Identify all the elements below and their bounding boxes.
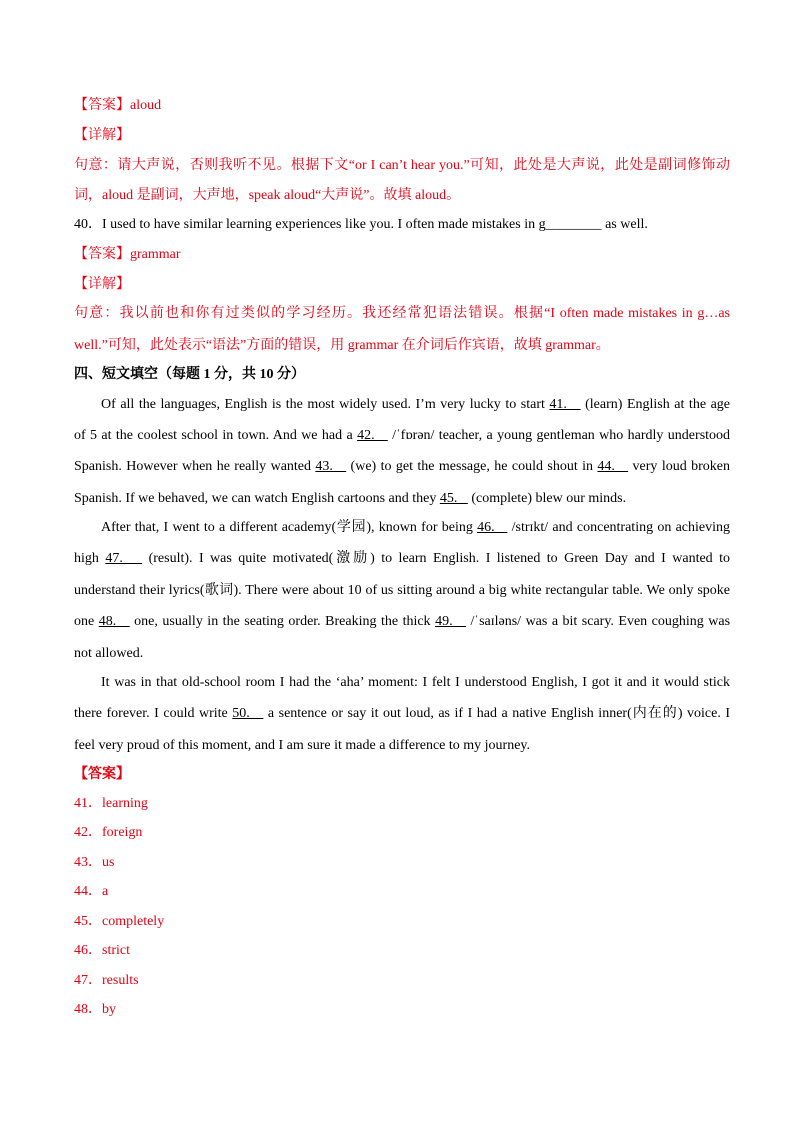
q39-explain-line1: 句意：请大声说，否则我听不见。根据下文“or I can’t hear you.”可知，此处是大声说，此处是副词修饰动: [74, 158, 730, 173]
para2-line: one 48. one, usually in the seating order. Breaking the thick 49. /ˈsaɪləns/ was a bit scary. Even coughing was: [74, 614, 731, 629]
para2-line: understand their lyrics(歌词). There were about 10 of us sitting around a big white rectangular table. We only spoke: [74, 583, 730, 598]
section4-heading: 四、短文填空（每题 1 分，共 10 分）: [74, 367, 305, 382]
blank-number: 48.: [98, 614, 130, 629]
q40-detail-label: 【详解】: [74, 277, 130, 292]
q40-answer-line: [74, 246, 730, 264]
q40-question: 40．I used to have similar learning experiences like you. I often made mistakes in g________ as well.: [74, 217, 648, 232]
q40-answer: grammar: [130, 247, 181, 262]
para3-line: feel very proud of this moment, and I am sure it made a difference to my journey.: [74, 738, 531, 753]
blank-number: 47.: [105, 551, 143, 566]
blank-number: 41.: [549, 397, 581, 412]
para1-line: Spanish. However when he really wanted 43. (we) to get the message, he could shout in 44. very loud broken: [74, 459, 730, 474]
blank-number: 46.: [477, 520, 508, 535]
para1-line: Of all the languages, English is the most widely used. I’m very lucky to start 41. (learn) English at the age: [101, 397, 731, 412]
q39-answer: aloud: [130, 98, 162, 113]
q40-explain-line2: well.”可知，此处表示“语法”方面的错误，用 grammar 在介词后作宾语，故填 grammar。: [74, 338, 610, 353]
answer-item: 47．results: [74, 973, 139, 988]
blank-number: 49.: [435, 614, 467, 629]
para2-line: not allowed.: [74, 646, 144, 661]
q40-explain-line1: 句意：我以前也和你有过类似的学习经历。我还经常犯语法错误。根据“I often made mistakes in g…as: [74, 306, 730, 321]
blank-number: 42.: [357, 428, 388, 443]
blank-number: 45.: [439, 491, 468, 506]
answer-item: 44．a: [74, 884, 109, 899]
para3-line: there forever. I could write 50. a sentence or say it out loud, as if I had a native English inner(内在的) voice. I: [74, 706, 731, 721]
section4-answer-label: 【答案】: [74, 767, 130, 782]
answer-item: 45．completely: [74, 914, 165, 929]
para2-line: high 47. (result). I was quite motivated(激励) to learn English. I listened to Green Day and I wanted to: [74, 551, 730, 566]
q39-detail-label: 【详解】: [74, 128, 130, 143]
blank-number: 44.: [597, 459, 629, 474]
blank-number: 50.: [232, 706, 264, 721]
answer-item: 43．us: [74, 855, 115, 870]
answer-item: 46．strict: [74, 943, 130, 958]
blank-number: 43.: [315, 459, 347, 474]
answer-item: 42．foreign: [74, 825, 143, 840]
answer-item: 41．learning: [74, 796, 148, 811]
q39-explain-line2: 词，aloud 是副词，大声地，speak aloud“大声说”。故填 aloud。: [74, 188, 461, 203]
answer-item: 48．by: [74, 1002, 116, 1017]
para2-line: After that, I went to a different academy(学园), known for being 46. /strɪkt/ and concentrating on achieving: [101, 520, 731, 535]
para1-line: of 5 at the coolest school in town. And we had a 42. /ˈfɒrən/ teacher, a young gentleman who hardly understood: [74, 428, 731, 443]
para3-line: It was in that old-school room I had the ‘aha’ moment: I felt I understood English, I got it and it would stick: [101, 675, 730, 690]
q39-answer-line: [74, 97, 730, 115]
q40-answer-label: 【答案】: [74, 247, 130, 262]
q39-answer-label: 【答案】: [74, 98, 130, 113]
para1-line: Spanish. If we behaved, we can watch English cartoons and they 45. (complete) blew our minds.: [74, 491, 627, 506]
